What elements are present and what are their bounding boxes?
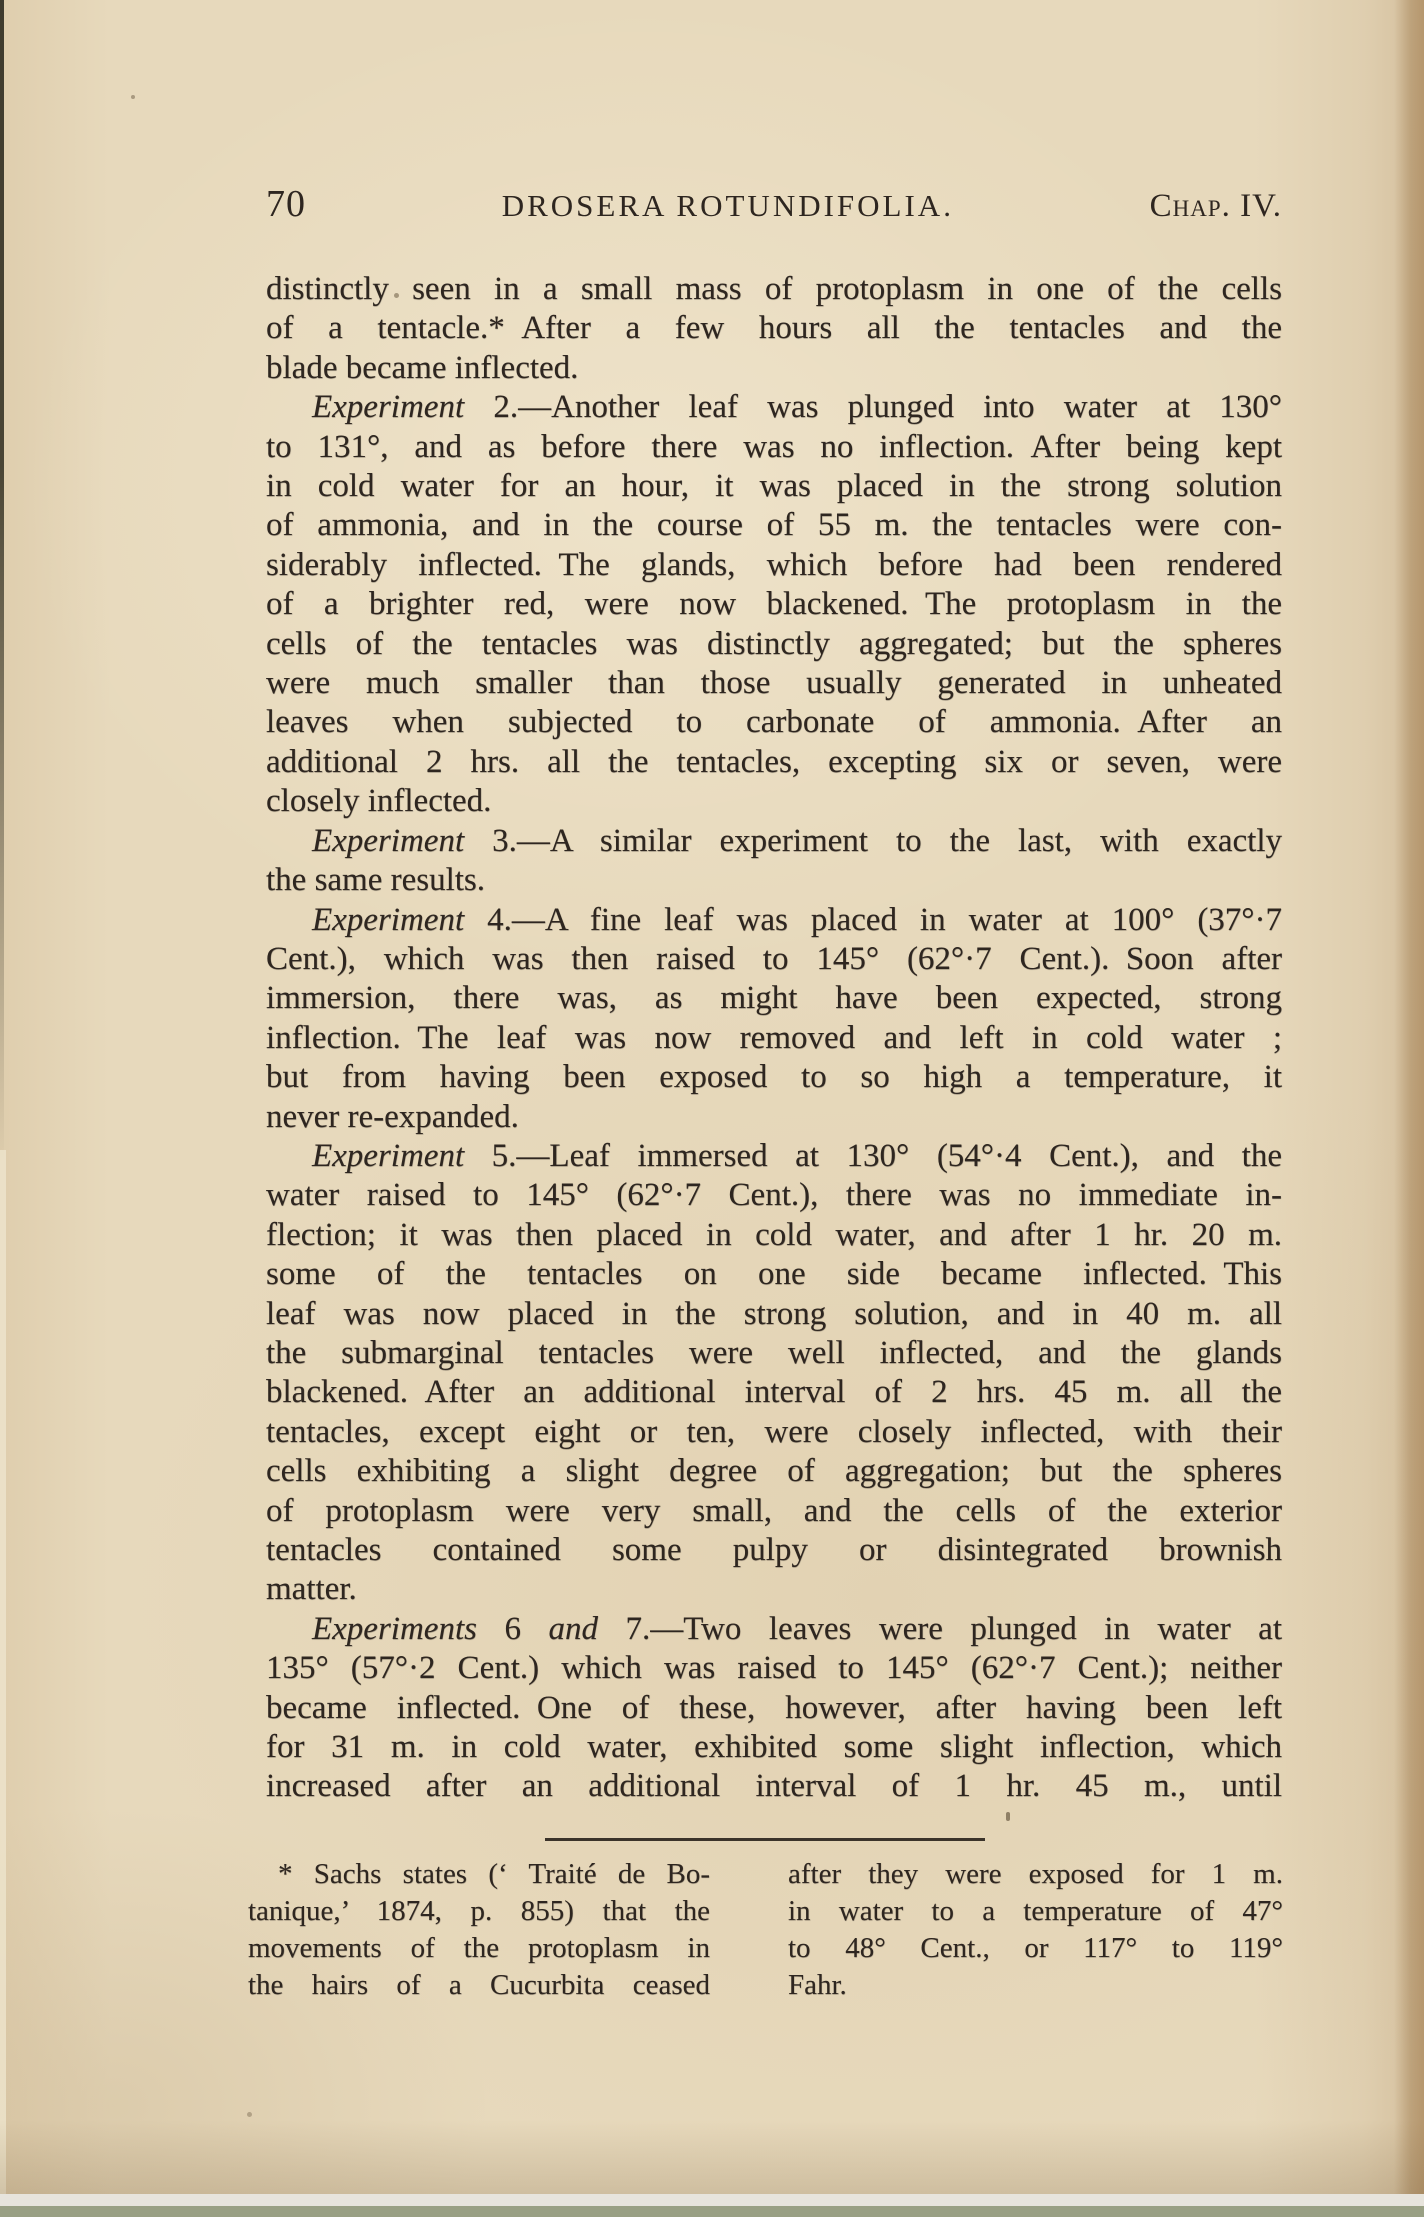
text-line bbox=[266, 546, 1282, 585]
italic-text-segment: Experiment bbox=[312, 901, 465, 938]
text-line bbox=[266, 782, 1282, 821]
text-segment: blade became inflected. bbox=[266, 349, 579, 386]
text-segment: movements of the protoplasm in bbox=[248, 1932, 710, 1964]
text-segment: of a brighter red, were now blackened. The protoplasm in the bbox=[266, 586, 1282, 623]
text-line bbox=[266, 349, 1282, 388]
text-segment: of ammonia, and in the course of 55 m. the tentacles were con- bbox=[266, 507, 1282, 544]
text-segment: leaves when subjected to carbonate of ammonia. After an bbox=[266, 704, 1282, 741]
text-line bbox=[266, 822, 1282, 861]
text-segment: tentacles contained some pulpy or disintegrated brownish bbox=[266, 1532, 1282, 1568]
text-segment: but from having been exposed to so high a temperature, it bbox=[266, 1059, 1282, 1096]
text-line bbox=[266, 1216, 1282, 1255]
italic-text-segment: Experiment bbox=[312, 822, 465, 859]
chapter-label: Chap. IV. bbox=[1149, 188, 1282, 224]
text-segment: for 31 m. in cold water, exhibited some slight inflection, which bbox=[266, 1729, 1282, 1766]
text-segment: the submarginal tentacles were well inflected, and the glands bbox=[266, 1334, 1282, 1371]
text-line bbox=[266, 270, 1282, 309]
text-line bbox=[266, 1334, 1282, 1373]
text-line bbox=[248, 1856, 710, 1893]
text-segment: 3.—A similar experiment to the last, with exactly bbox=[464, 822, 1282, 859]
text-segment: 6 bbox=[476, 1610, 549, 1647]
text-line bbox=[266, 1610, 1282, 1649]
text-line bbox=[266, 940, 1282, 979]
text-segment: water raised to 145° (62°·7 Cent.), there was no immediate in- bbox=[266, 1177, 1282, 1214]
running-head bbox=[266, 182, 1282, 226]
text-line bbox=[266, 1492, 1282, 1531]
text-segment: closely inflected. bbox=[266, 783, 492, 820]
text-line bbox=[266, 428, 1282, 467]
text-line bbox=[788, 1930, 1283, 1967]
text-line bbox=[266, 1413, 1282, 1452]
text-segment: matter. bbox=[266, 1571, 357, 1608]
text-line bbox=[266, 901, 1282, 940]
text-line bbox=[788, 1893, 1283, 1930]
paper-speck bbox=[131, 95, 135, 99]
text-line bbox=[266, 467, 1282, 506]
text-segment: cells of the tentacles was distinctly aggregated; but the spheres bbox=[266, 625, 1282, 662]
text-segment: some of the tentacles on one side became inflected. This bbox=[266, 1256, 1282, 1293]
footnote-divider-rule bbox=[545, 1838, 985, 1841]
text-line bbox=[266, 585, 1282, 624]
text-line bbox=[266, 1570, 1282, 1609]
text-line bbox=[266, 1176, 1282, 1215]
text-line bbox=[788, 1967, 1283, 2004]
text-segment: cells exhibiting a slight degree of aggregation; but the spheres bbox=[266, 1453, 1282, 1490]
footnote bbox=[248, 1856, 1283, 2004]
text-segment: the hairs of a Cucurbita ceased bbox=[248, 1969, 710, 2001]
paper-speck bbox=[247, 2112, 252, 2117]
text-segment: flection; it was then placed in cold water, and after 1 hr. 20 m. bbox=[266, 1216, 1282, 1253]
text-segment: additional 2 hrs. all the tentacles, excepting six or seven, were bbox=[266, 743, 1282, 780]
text-segment: after they were exposed for 1 m. bbox=[788, 1858, 1283, 1890]
text-line bbox=[266, 743, 1282, 782]
page-bottom-light-band bbox=[0, 2194, 1424, 2206]
text-segment: of a tentacle.* After a few hours all the tentacles and the bbox=[266, 310, 1282, 347]
text-segment: siderably inflected. The glands, which before had been rendered bbox=[266, 546, 1282, 583]
text-segment: became inflected. One of these, however, after having been left bbox=[266, 1689, 1282, 1726]
text-segment: increased after an additional interval of 1 hr. 45 m., until bbox=[266, 1768, 1282, 1805]
italic-text-segment: Experiments bbox=[312, 1610, 477, 1647]
text-line bbox=[266, 1255, 1282, 1294]
text-line bbox=[266, 1767, 1282, 1806]
text-segment: Cent.), which was then raised to 145° (62°·7 Cent.). Soon after bbox=[266, 940, 1282, 977]
text-line bbox=[266, 506, 1282, 545]
text-segment: the same results. bbox=[266, 862, 486, 899]
text-line bbox=[266, 1452, 1282, 1491]
footnote-column-left bbox=[248, 1856, 710, 2004]
text-line bbox=[266, 1019, 1282, 1058]
text-segment: in cold water for an hour, it was placed in the strong solution bbox=[266, 468, 1282, 505]
running-title: DROSERA ROTUNDIFOLIA. bbox=[501, 188, 954, 223]
text-line bbox=[248, 1930, 710, 1967]
text-segment: tentacles, except eight or ten, were closely inflected, with their bbox=[266, 1413, 1282, 1450]
text-line bbox=[248, 1967, 710, 2004]
text-line bbox=[266, 1728, 1282, 1767]
text-segment: 7.—Two leaves were plunged in water at bbox=[597, 1610, 1283, 1647]
text-line bbox=[248, 1893, 710, 1930]
text-line bbox=[266, 861, 1282, 900]
text-line bbox=[266, 1098, 1282, 1137]
footnote-column-right bbox=[788, 1856, 1283, 2004]
text-segment: distinctly seen in a small mass of protoplasm in one of the cells bbox=[266, 271, 1282, 307]
text-segment: to 131°, and as before there was no inflection. After being kept bbox=[266, 428, 1282, 465]
text-line bbox=[266, 388, 1282, 427]
text-segment: leaf was now placed in the strong solution, and in 40 m. all bbox=[266, 1295, 1282, 1332]
italic-text-segment: Experiment bbox=[312, 1137, 465, 1174]
text-segment: * Sachs states (‘ Traité de Bo- bbox=[278, 1858, 710, 1890]
text-line bbox=[266, 1689, 1282, 1728]
text-line bbox=[266, 979, 1282, 1018]
page-bottom-green-band bbox=[0, 2206, 1424, 2217]
text-line bbox=[266, 625, 1282, 664]
text-line bbox=[266, 703, 1282, 742]
text-line bbox=[266, 309, 1282, 348]
page-bottom-shadow bbox=[0, 2120, 1424, 2194]
text-segment: 5.—Leaf immersed at 130° (54°·4 Cent.), and the bbox=[464, 1137, 1282, 1174]
text-segment: of protoplasm were very small, and the cells of the exterior bbox=[266, 1492, 1282, 1529]
page-number: 70 bbox=[266, 183, 306, 225]
page-left-edge-highlight bbox=[0, 1150, 6, 2217]
text-segment: inflection. The leaf was now removed and left in cold water ; bbox=[266, 1019, 1282, 1056]
text-segment: 2.—Another leaf was plunged into water at 130° bbox=[464, 389, 1282, 426]
text-segment: blackened. After an additional interval of 2 hrs. 45 m. all the bbox=[266, 1374, 1282, 1411]
text-segment: tanique,’ 1874, p. 855) that the bbox=[248, 1895, 710, 1927]
text-segment: 135° (57°·2 Cent.) which was raised to 145° (62°·7 Cent.); neither bbox=[266, 1650, 1282, 1687]
text-segment: to 48° Cent., or 117° to 119° bbox=[788, 1932, 1283, 1964]
text-segment: 4.—A fine leaf was placed in water at 100° (37°·7 bbox=[464, 901, 1282, 938]
text-line bbox=[266, 1295, 1282, 1334]
text-line bbox=[788, 1856, 1283, 1893]
text-segment: in water to a temperature of 47° bbox=[788, 1895, 1283, 1927]
text-line bbox=[266, 1058, 1282, 1097]
text-segment: were much smaller than those usually generated in unheated bbox=[266, 665, 1282, 702]
text-segment: never re-expanded. bbox=[266, 1098, 519, 1135]
main-text-block bbox=[266, 270, 1282, 1807]
text-line bbox=[266, 1649, 1282, 1688]
page-left-edge-shadow bbox=[0, 0, 4, 1165]
paper-speck bbox=[1006, 1812, 1010, 1821]
text-segment: Fahr. bbox=[788, 1969, 847, 2001]
italic-text-segment: Experiment bbox=[312, 389, 465, 426]
italic-text-segment: and bbox=[548, 1610, 598, 1647]
text-line bbox=[266, 1137, 1282, 1176]
text-line bbox=[266, 1531, 1282, 1570]
text-line bbox=[266, 664, 1282, 703]
text-segment: immersion, there was, as might have been expected, strong bbox=[266, 980, 1282, 1017]
text-line bbox=[266, 1373, 1282, 1412]
page-right-edge-shadow bbox=[1394, 0, 1424, 2217]
